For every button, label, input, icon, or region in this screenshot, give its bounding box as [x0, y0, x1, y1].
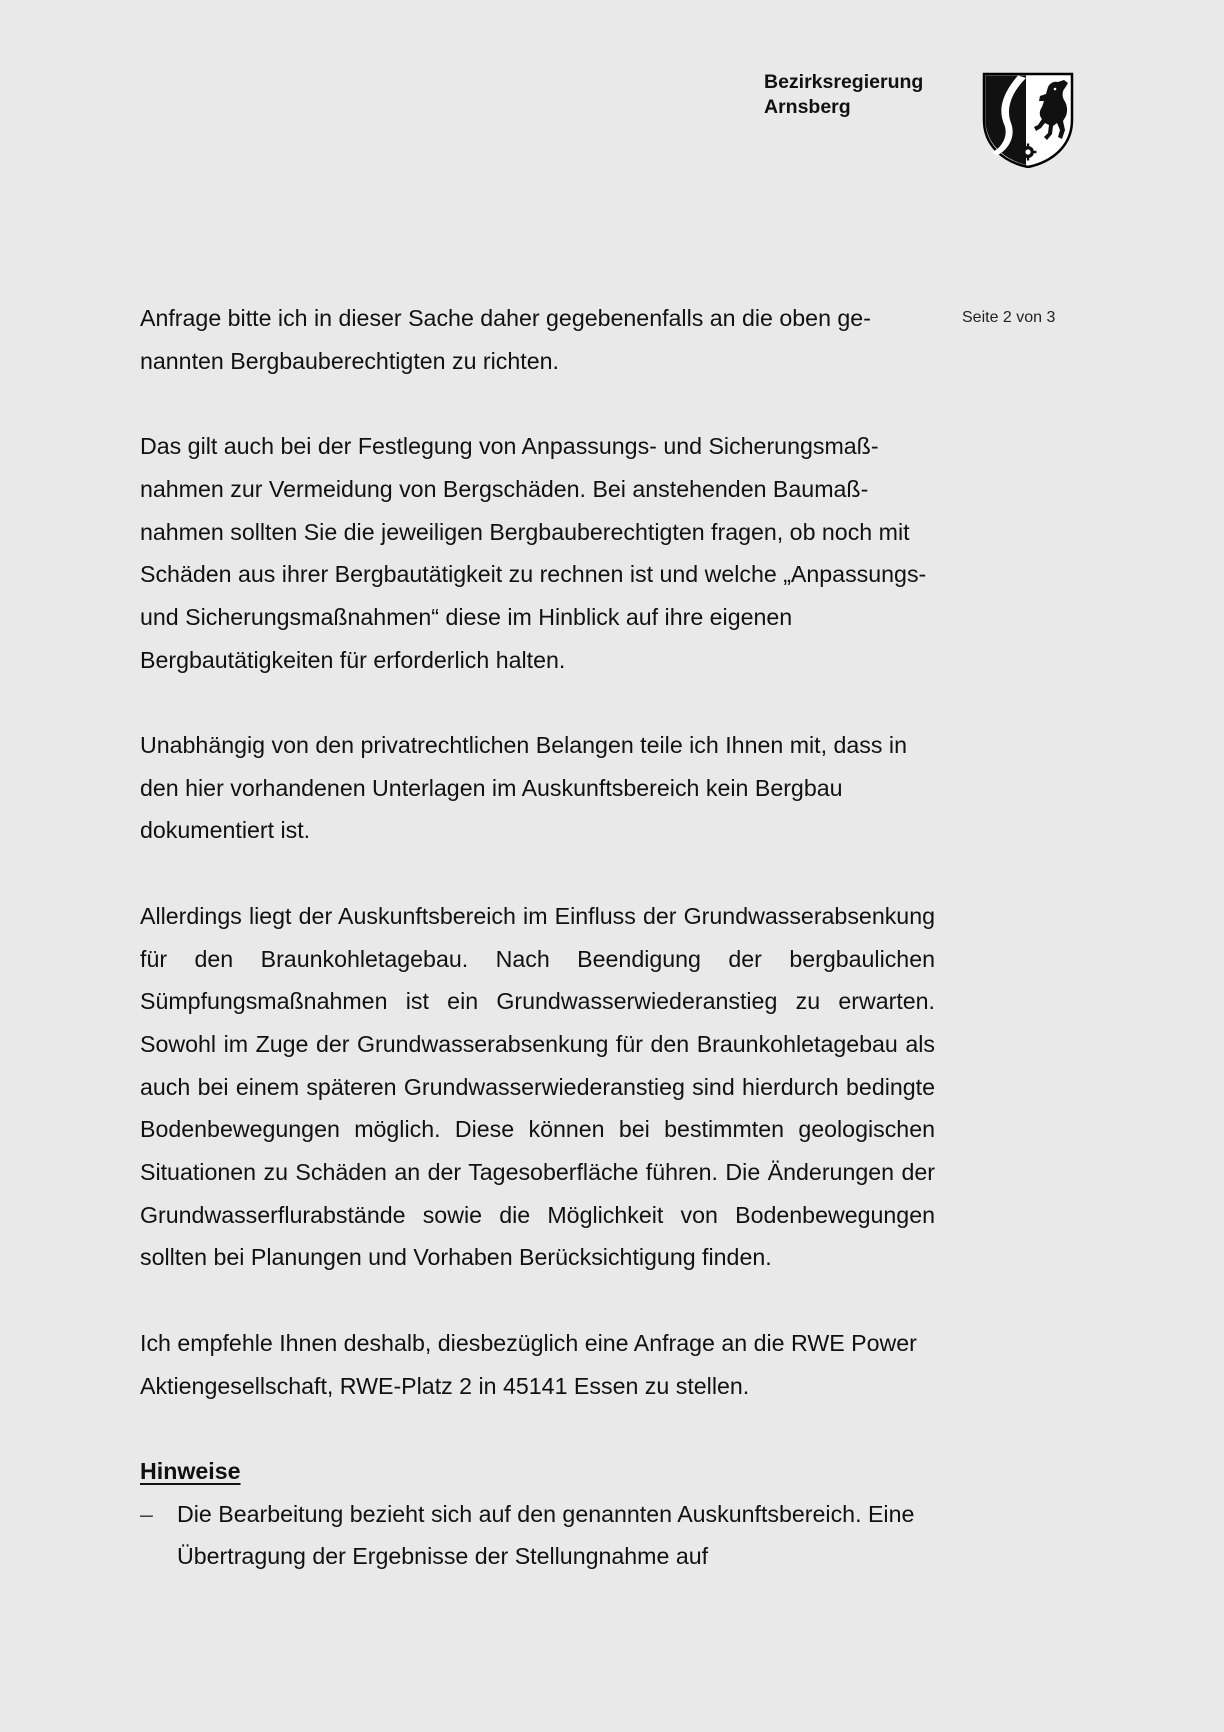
list-item: [140, 1493, 935, 1578]
body-paragraph: Anfrage bitte ich in dieser Sache daher gegebenenfalls an die oben genannten Bergbauberechtigten zu richten.: [140, 305, 871, 374]
body-paragraph: Unabhängig von den privatrechtlichen Belangen teile ich Ihnen mit, dass in den hier vorhandenen Unterlagen im Auskunftsbereich kein Bergbau dokumentiert ist.: [140, 732, 907, 844]
letterhead-organization: [764, 70, 923, 120]
hinweise-list: [140, 1493, 935, 1578]
body-paragraph: Ich empfehle Ihnen deshalb, diesbezüglich eine Anfrage an die RWE Power Aktiengesellschaft, RWE-Platz 2 in 45141 Essen zu stellen.: [140, 1329, 917, 1399]
list-item-text: Die Bearbeitung bezieht sich auf den genannten Auskunftsbereich. Eine Übertragung der Ergebnisse der Stellungnahme auf: [177, 1500, 915, 1570]
organization-name-line-1: Bezirksregierung: [764, 71, 924, 93]
dash-bullet-icon: –: [140, 1500, 153, 1527]
nrw-coat-of-arms-icon: [982, 72, 1074, 168]
hinweise-heading: Hinweise: [140, 1457, 241, 1484]
page-number-indicator: Seite 2 von 3: [962, 309, 1056, 326]
body-paragraph: Das gilt auch bei der Festlegung von Anpassungs- und Sicherungsmaßnahmen zur Vermeidung von Bergschäden. Bei anstehenden Baumaßnahmen sollten Sie die jeweiligen Bergbauberechtigten fragen, ob noch mit Schäden aus ihrer Bergbautätigkeit zu rechnen ist und welche „Anpassungs- und Sicherungsmaßnahmen“ diese im Hinblick auf ihre eigenen Bergbautätigkeiten für erforderlich halten.: [140, 433, 927, 673]
body-paragraph: Allerdings liegt der Auskunftsbereich im Einfluss der Grundwasserabsenkung für den Braunkohletagebau. Nach Beendigung der bergbaulichen Sümpfungsmaßnahmen ist ein Grundwasserwiederanstieg zu erwarten. Sowohl im Zuge der Grundwasserabsenkung für den Braunkohletagebau als auch bei einem späteren Grundwasserwiederanstieg sind hierdurch bedingte Bodenbewegungen möglich. Diese können bei bestimmten geologischen Situationen zu Schäden an der Tagesoberfläche führen. Die Änderungen der Grundwasserflurabstände sowie die Möglichkeit von Bodenbewegungen sollten bei Planungen und Vorhaben Berücksichtigung finden.: [140, 902, 935, 1271]
organization-name-line-2: Arnsberg: [764, 96, 851, 118]
letter-body: [140, 297, 935, 1578]
